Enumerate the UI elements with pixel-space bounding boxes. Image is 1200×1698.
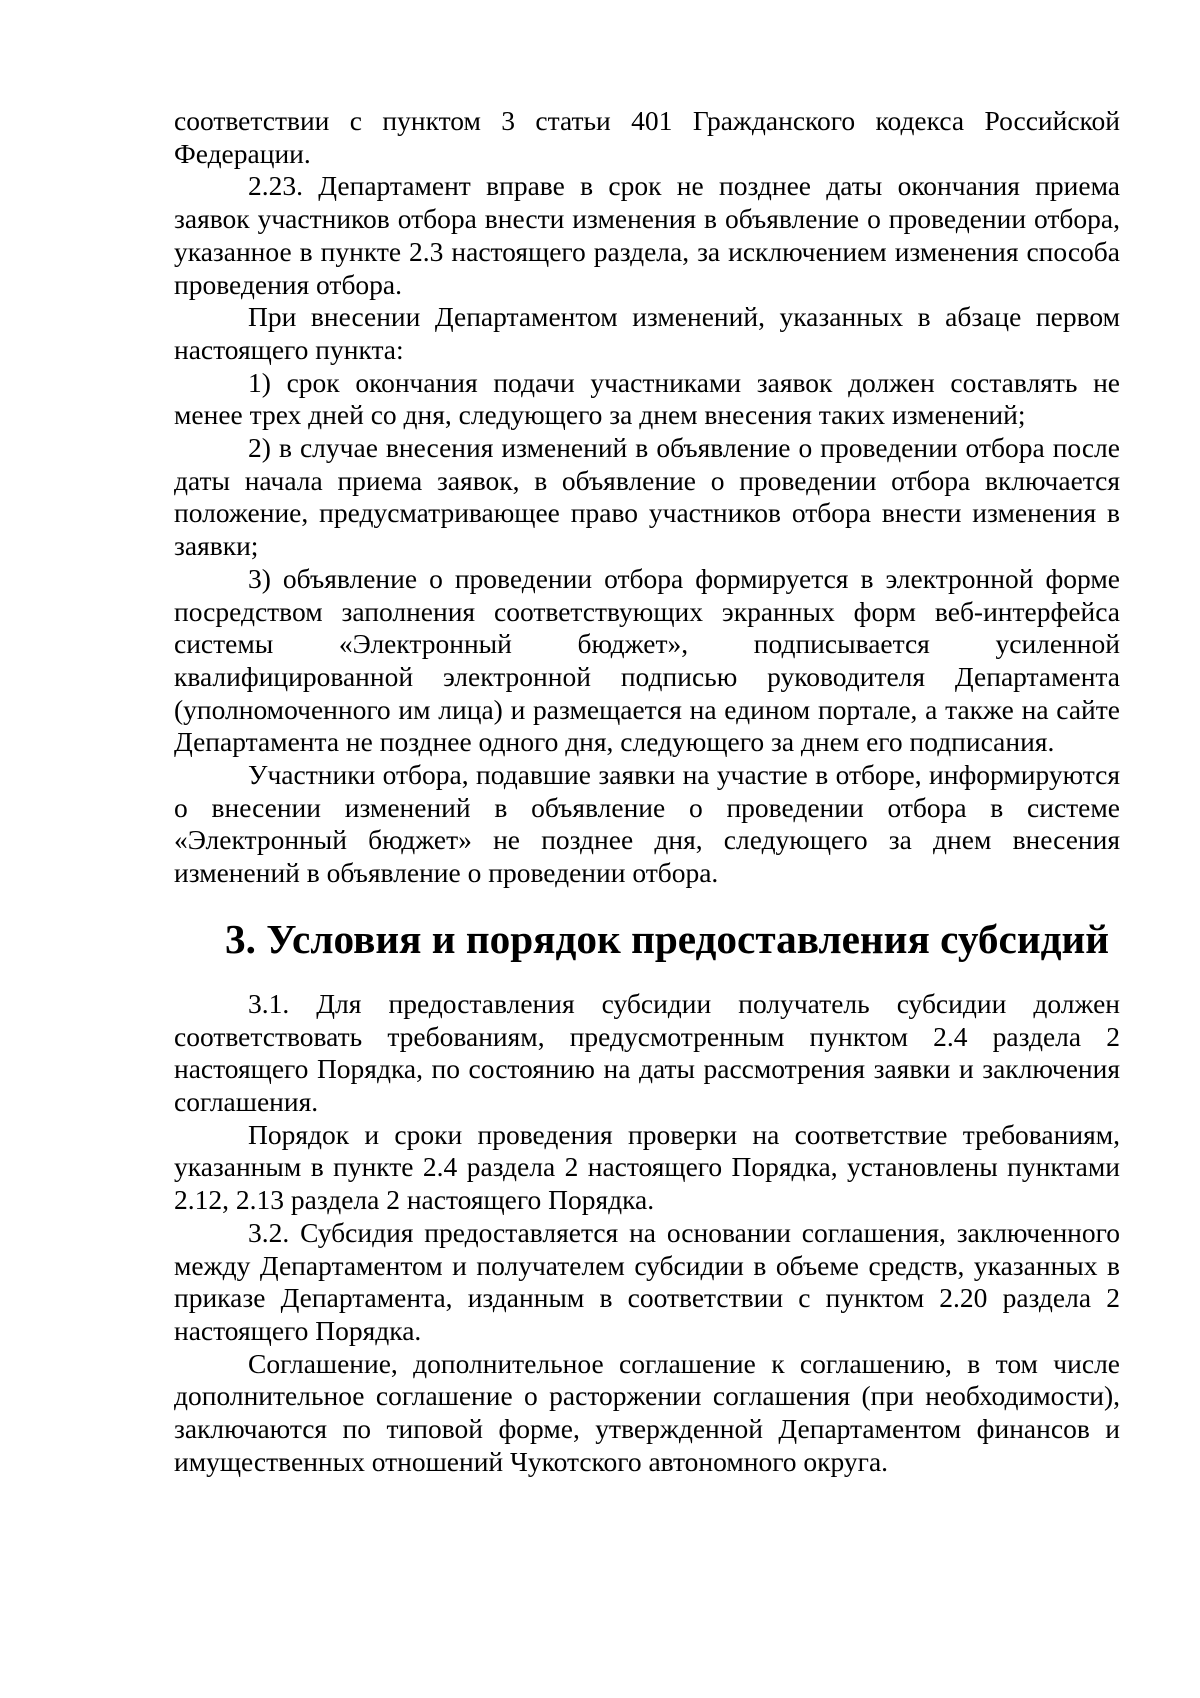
paragraph-3-1: 3.1. Для предоставления субсидии получатель субсидии должен соответствовать требованиям, предусмотренным пунктом 2.4 раздела 2 настоящего Порядка, по состоянию на даты рассмотрения заявки и заключения соглашения. <box>174 987 1120 1118</box>
paragraph-verification-procedure: Порядок и сроки проведения проверки на соответствие требованиям, указанным в пункте 2.4 раздела 2 настоящего Порядка, установлены пунктами 2.12, 2.13 раздела 2 настоящего Порядка. <box>174 1118 1120 1216</box>
paragraph-participants-informed: Участники отбора, подавшие заявки на участие в отборе, информируются о внесении изменений в объявление о проведении отбора в системе «Электронный бюджет» не позднее дня, следующего за днем внесения изменений в объявление о проведении отбора. <box>174 759 1120 889</box>
list-item-1: 1) срок окончания подачи участниками заявок должен составлять не менее трех дней со дня, следующего за днем внесения таких изменений; <box>174 366 1120 431</box>
paragraph-continuation: соответствии с пунктом 3 статьи 401 Гражданского кодекса Российской Федерации. <box>174 105 1120 169</box>
list-item-3: 3) объявление о проведении отбора формируется в электронной форме посредством заполнения соответствующих экранных форм веб-интерфейса системы «Электронный бюджет», подписывается усиленной квалифицированной электронной подписью руководителя Департамента (уполномоченного им лица) и размещается на едином портале, а также на сайте Департамента не позднее одного дня, следующего за днем его подписания. <box>174 562 1120 758</box>
document-page <box>174 105 1120 1479</box>
paragraph-changes-intro: При внесении Департаментом изменений, указанных в абзаце первом настоящего пункта: <box>174 301 1120 365</box>
section-heading: 3. Условия и порядок предоставления субсидий <box>224 915 1110 962</box>
paragraph-2-23: 2.23. Департамент вправе в срок не позднее даты окончания приема заявок участников отбора внести изменения в объявление о проведении отбора, указанное в пункте 2.3 настоящего раздела, за исключением изменения способа проведения отбора. <box>174 170 1120 300</box>
paragraph-3-2: 3.2. Субсидия предоставляется на основании соглашения, заключенного между Департаментом и получателем субсидии в объеме средств, указанных в приказе Департамента, изданным в соответствии с пунктом 2.20 раздела 2 настоящего Порядка. <box>174 1216 1120 1346</box>
paragraph-agreement-form: Соглашение, дополнительное соглашение к соглашению, в том числе дополнительное соглашение о расторжении соглашения (при необходимости), заключаются по типовой форме, утвержденной Департаментом финансов и имущественных отношений Чукотского автономного округа. <box>174 1347 1120 1477</box>
list-item-2: 2) в случае внесения изменений в объявление о проведении отбора после даты начала приема заявок, в объявление о проведении отбора включается положение, предусматривающее право участников отбора внести изменения в заявки; <box>174 432 1120 562</box>
